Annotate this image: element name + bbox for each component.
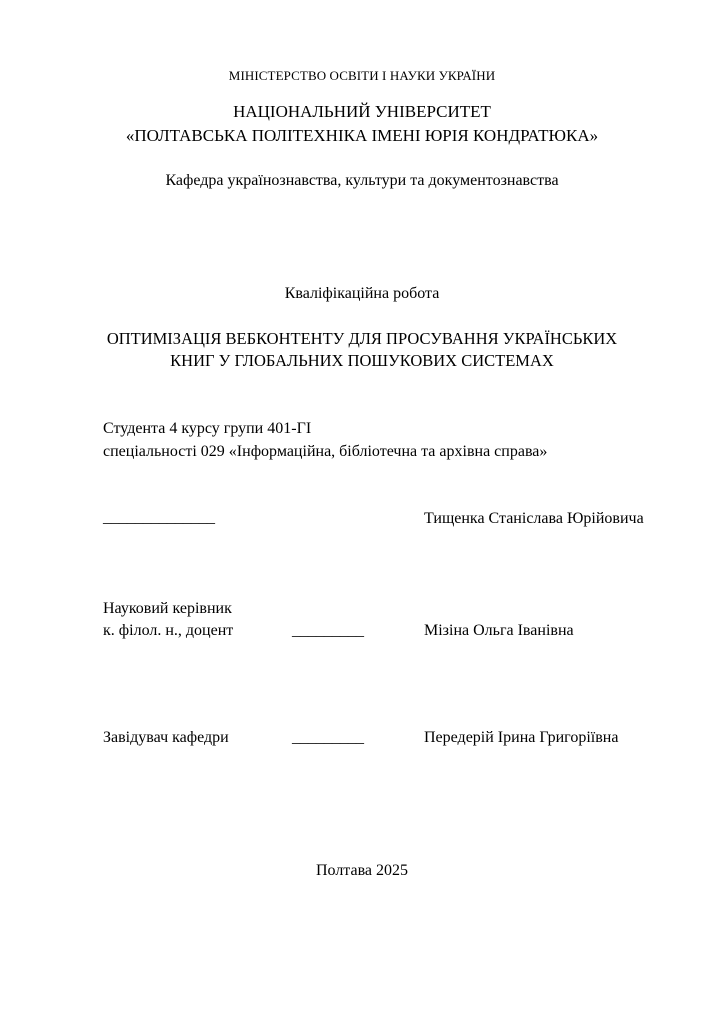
- work-title-line1: ОПТИМІЗАЦІЯ ВЕБКОНТЕНТУ ДЛЯ ПРОСУВАННЯ УКРАЇНСЬКИХ: [106, 329, 618, 348]
- head-signature-line: _________: [292, 729, 364, 746]
- department-name: Кафедра українознавства, культури та документознавства: [165, 172, 559, 189]
- work-type: Кваліфікаційна робота: [284, 285, 440, 302]
- supervisor-name: Мізіна Ольга Іванівна: [424, 622, 574, 639]
- university-name-line2: «ПОЛТАВСЬКА ПОЛІТЕХНІКА ІМЕНІ ЮРІЯ КОНДРАТЮКА»: [125, 126, 599, 145]
- university-name-line1: НАЦІОНАЛЬНИЙ УНІВЕРСИТЕТ: [233, 102, 491, 121]
- student-group: Студента 4 курсу групи 401-ГІ: [103, 420, 312, 437]
- supervisor-degree: к. філол. н., доцент: [103, 622, 234, 639]
- head-name: Передерій Ірина Григоріївна: [424, 729, 619, 746]
- head-role: Завідувач кафедри: [103, 729, 229, 746]
- supervisor-signature-line: _________: [292, 622, 364, 639]
- work-title-line2: КНИГ У ГЛОБАЛЬНИХ ПОШУКОВИХ СИСТЕМАХ: [170, 351, 554, 370]
- ministry-name: МІНІСТЕРСТВО ОСВІТИ І НАУКИ УКРАЇНИ: [228, 68, 496, 83]
- supervisor-role-title: Науковий керівник: [103, 600, 232, 617]
- student-specialty: спеціальності 029 «Інформаційна, бібліотечна та архівна справа»: [103, 443, 548, 460]
- student-signature-line: ______________: [103, 509, 215, 526]
- student-name: Тищенка Станіслава Юрійовича: [424, 510, 644, 527]
- city-year: Полтава 2025: [315, 862, 409, 879]
